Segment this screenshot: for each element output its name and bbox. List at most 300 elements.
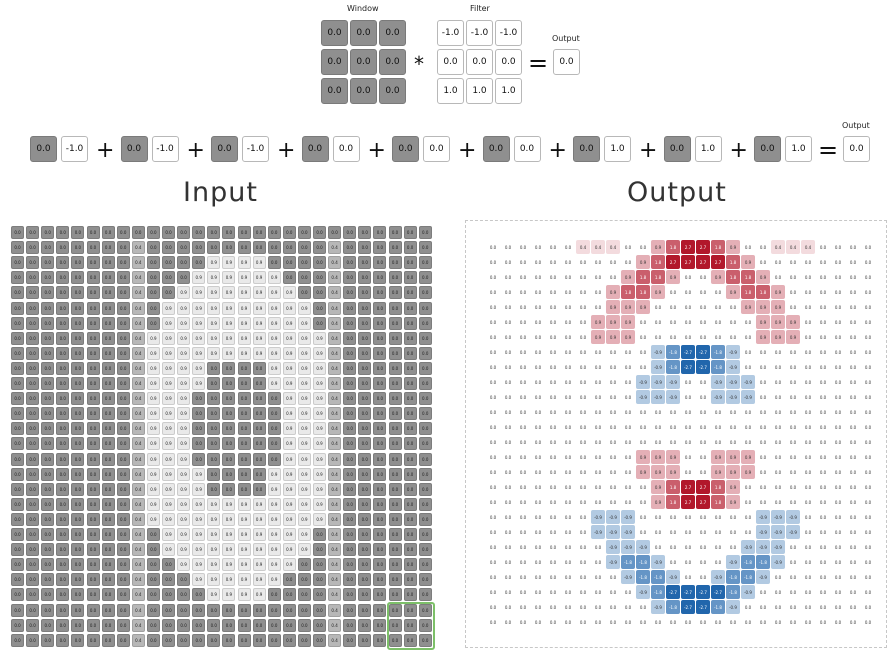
output-pixel: -0.9 xyxy=(651,555,665,569)
output-pixel: 0.0 xyxy=(546,345,560,359)
input-pixel: 0.0 xyxy=(11,271,24,284)
output-pixel: 0.0 xyxy=(771,360,785,374)
output-pixel: 0.0 xyxy=(846,540,860,554)
output-pixel: 0.0 xyxy=(846,375,860,389)
input-pixel: 0.0 xyxy=(419,498,432,511)
input-pixel: 0.0 xyxy=(207,453,220,466)
input-pixel: 0.0 xyxy=(87,437,100,450)
output-pixel: 0.0 xyxy=(726,300,740,314)
input-pixel: 0.4 xyxy=(328,241,341,254)
input-pixel: 0.0 xyxy=(419,634,432,647)
output-pixel: 0.0 xyxy=(831,615,845,629)
output-pixel: 0.9 xyxy=(756,300,770,314)
input-pixel: 0.0 xyxy=(11,302,24,315)
input-pixel: 0.0 xyxy=(117,347,130,360)
output-pixel: 0.0 xyxy=(861,465,875,479)
input-pixel: 0.0 xyxy=(238,392,251,405)
input-pixel: 0.9 xyxy=(222,286,235,299)
output-pixel: 1.8 xyxy=(666,240,680,254)
input-pixel: 0.0 xyxy=(283,634,296,647)
output-pixel: 0.0 xyxy=(861,435,875,449)
input-pixel: 0.9 xyxy=(313,483,326,496)
input-pixel: 0.0 xyxy=(343,302,356,315)
output-pixel: 0.0 xyxy=(621,435,635,449)
window-cell: 0.0 xyxy=(379,78,406,104)
output-pixel: -1.8 xyxy=(651,585,665,599)
input-pixel: 0.9 xyxy=(268,513,281,526)
output-pixel: 0.0 xyxy=(741,510,755,524)
input-pixel: 0.9 xyxy=(253,573,266,586)
input-pixel: 0.0 xyxy=(56,468,69,481)
input-pixel: 0.0 xyxy=(343,573,356,586)
output-pixel: 0.0 xyxy=(831,600,845,614)
output-pixel: 0.0 xyxy=(771,255,785,269)
output-pixel: 1.8 xyxy=(711,480,725,494)
output-pixel: 0.9 xyxy=(741,450,755,464)
input-pixel: 0.9 xyxy=(162,513,175,526)
output-pixel: -0.9 xyxy=(591,525,605,539)
input-pixel: 0.0 xyxy=(147,317,160,330)
output-pixel: 0.0 xyxy=(801,540,815,554)
output-pixel: 0.9 xyxy=(666,450,680,464)
input-pixel: 0.9 xyxy=(162,543,175,556)
output-pixel: 0.0 xyxy=(801,300,815,314)
input-pixel: 0.0 xyxy=(419,226,432,239)
input-pixel: 0.0 xyxy=(222,362,235,375)
output-pixel: 0.0 xyxy=(486,540,500,554)
input-pixel: 0.4 xyxy=(328,422,341,435)
input-pixel: 0.0 xyxy=(192,604,205,617)
input-pixel: 0.9 xyxy=(162,377,175,390)
output-pixel: 0.0 xyxy=(846,360,860,374)
sum-window-cell: 0.0 xyxy=(392,136,419,162)
output-pixel: 0.0 xyxy=(546,495,560,509)
input-pixel: 0.9 xyxy=(268,483,281,496)
output-pixel: -2.7 xyxy=(696,585,710,599)
input-pixel: 0.0 xyxy=(102,558,115,571)
output-pixel: 0.0 xyxy=(606,375,620,389)
output-pixel: 0.0 xyxy=(831,375,845,389)
input-pixel: 0.0 xyxy=(102,573,115,586)
output-pixel: 0.0 xyxy=(786,360,800,374)
output-pixel: 0.0 xyxy=(786,585,800,599)
input-pixel: 0.9 xyxy=(147,362,160,375)
input-pixel: 0.0 xyxy=(87,256,100,269)
output-pixel: 0.0 xyxy=(516,360,530,374)
input-pixel: 0.0 xyxy=(102,513,115,526)
input-pixel: 0.0 xyxy=(102,437,115,450)
input-pixel: 0.0 xyxy=(117,604,130,617)
output-pixel: 0.0 xyxy=(486,390,500,404)
output-pixel: 0.0 xyxy=(756,600,770,614)
output-pixel: 0.0 xyxy=(531,315,545,329)
input-pixel: 0.0 xyxy=(147,271,160,284)
output-pixel: 0.0 xyxy=(801,285,815,299)
input-pixel: 0.0 xyxy=(87,634,100,647)
input-pixel: 0.9 xyxy=(313,347,326,360)
output-pixel: 0.0 xyxy=(711,315,725,329)
input-pixel: 0.0 xyxy=(238,604,251,617)
output-pixel: 0.0 xyxy=(846,600,860,614)
input-pixel: 0.0 xyxy=(313,256,326,269)
input-pixel: 0.0 xyxy=(11,377,24,390)
input-pixel: 0.0 xyxy=(283,256,296,269)
output-pixel: -1.8 xyxy=(666,600,680,614)
input-pixel: 0.9 xyxy=(207,302,220,315)
input-pixel: 0.0 xyxy=(207,422,220,435)
input-pixel: 0.4 xyxy=(132,468,145,481)
output-pixel: 0.0 xyxy=(621,600,635,614)
output-pixel: 0.0 xyxy=(786,375,800,389)
output-pixel: 0.0 xyxy=(831,585,845,599)
input-pixel: 0.4 xyxy=(328,483,341,496)
input-pixel: 0.0 xyxy=(41,558,54,571)
input-pixel: 0.0 xyxy=(26,317,39,330)
sum-filter-cell: -1.0 xyxy=(61,136,88,162)
input-pixel: 0.9 xyxy=(238,332,251,345)
sum-filter-cell: 1.0 xyxy=(695,136,722,162)
output-pixel: 0.9 xyxy=(636,465,650,479)
input-pixel: 0.0 xyxy=(102,332,115,345)
input-pixel: 0.0 xyxy=(343,604,356,617)
output-pixel: -1.8 xyxy=(726,570,740,584)
output-pixel: 0.0 xyxy=(531,420,545,434)
input-pixel: 0.0 xyxy=(268,226,281,239)
output-pixel: 0.0 xyxy=(591,615,605,629)
input-pixel: 0.0 xyxy=(192,256,205,269)
output-pixel: 0.0 xyxy=(831,240,845,254)
input-pixel: 0.0 xyxy=(253,362,266,375)
output-pixel: 0.0 xyxy=(486,435,500,449)
output-pixel: 0.0 xyxy=(681,330,695,344)
input-pixel: 0.0 xyxy=(56,588,69,601)
input-pixel: 0.0 xyxy=(87,483,100,496)
output-pixel: 0.0 xyxy=(636,420,650,434)
input-pixel: 0.0 xyxy=(56,377,69,390)
input-pixel: 0.0 xyxy=(192,407,205,420)
input-pixel: 0.4 xyxy=(132,271,145,284)
input-pixel: 0.9 xyxy=(283,483,296,496)
output-pixel: 0.0 xyxy=(486,480,500,494)
input-pixel: 0.0 xyxy=(373,271,386,284)
output-pixel: 0.0 xyxy=(726,330,740,344)
output-pixel: -0.9 xyxy=(651,390,665,404)
input-pixel: 0.9 xyxy=(238,528,251,541)
output-pixel: 0.0 xyxy=(831,255,845,269)
input-pixel: 0.4 xyxy=(328,588,341,601)
input-pixel: 0.9 xyxy=(313,392,326,405)
input-pixel: 0.9 xyxy=(147,483,160,496)
input-pixel: 0.0 xyxy=(222,226,235,239)
output-pixel: 0.0 xyxy=(531,285,545,299)
output-pixel: 0.0 xyxy=(681,435,695,449)
input-pixel: 0.0 xyxy=(389,286,402,299)
input-pixel: 0.0 xyxy=(102,226,115,239)
input-pixel: 0.0 xyxy=(26,634,39,647)
output-pixel: -2.7 xyxy=(666,585,680,599)
output-pixel: 0.0 xyxy=(741,360,755,374)
input-pixel: 0.0 xyxy=(419,483,432,496)
input-pixel: 0.0 xyxy=(358,407,371,420)
input-pixel: 0.0 xyxy=(26,453,39,466)
output-pixel: 0.0 xyxy=(486,405,500,419)
output-pixel: -0.9 xyxy=(651,600,665,614)
input-pixel: 0.9 xyxy=(192,271,205,284)
input-pixel: 0.0 xyxy=(207,241,220,254)
output-pixel: 0.0 xyxy=(846,510,860,524)
output-pixel: -0.9 xyxy=(711,390,725,404)
input-pixel: 0.0 xyxy=(177,588,190,601)
input-pixel: 0.4 xyxy=(328,347,341,360)
input-pixel: 0.9 xyxy=(147,377,160,390)
input-pixel: 0.0 xyxy=(117,271,130,284)
output-pixel: 0.0 xyxy=(576,495,590,509)
input-pixel: 0.9 xyxy=(253,271,266,284)
output-pixel: 0.0 xyxy=(591,420,605,434)
input-pixel: 0.0 xyxy=(313,317,326,330)
output-pixel: 0.0 xyxy=(561,330,575,344)
input-pixel: 0.0 xyxy=(41,634,54,647)
output-pixel: 0.0 xyxy=(741,315,755,329)
input-pixel: 0.0 xyxy=(102,271,115,284)
input-pixel: 0.0 xyxy=(298,634,311,647)
input-pixel: 0.0 xyxy=(207,468,220,481)
input-pixel: 0.0 xyxy=(192,634,205,647)
input-pixel: 0.0 xyxy=(117,377,130,390)
input-pixel: 0.4 xyxy=(132,528,145,541)
output-pixel: 0.0 xyxy=(831,525,845,539)
input-pixel: 0.9 xyxy=(192,286,205,299)
output-pixel: 0.0 xyxy=(591,450,605,464)
input-pixel: 0.0 xyxy=(41,468,54,481)
output-pixel: 0.9 xyxy=(651,465,665,479)
output-pixel: 0.0 xyxy=(861,555,875,569)
input-pixel: 0.0 xyxy=(71,347,84,360)
input-pixel: 0.9 xyxy=(283,437,296,450)
input-pixel: 0.0 xyxy=(253,619,266,632)
input-pixel: 0.0 xyxy=(207,619,220,632)
output-pixel: 0.0 xyxy=(726,315,740,329)
input-pixel: 0.0 xyxy=(71,271,84,284)
input-pixel: 0.0 xyxy=(56,558,69,571)
input-pixel: 0.9 xyxy=(177,528,190,541)
input-pixel: 0.9 xyxy=(238,543,251,556)
input-pixel: 0.0 xyxy=(358,422,371,435)
output-pixel: 0.0 xyxy=(861,420,875,434)
output-pixel: 0.0 xyxy=(726,420,740,434)
output-pixel: 0.0 xyxy=(546,375,560,389)
output-pixel: 0.0 xyxy=(771,405,785,419)
input-pixel: 0.0 xyxy=(283,588,296,601)
input-pixel: 0.0 xyxy=(87,286,100,299)
input-pixel: 0.0 xyxy=(419,513,432,526)
input-pixel: 0.0 xyxy=(373,286,386,299)
output-pixel: 0.0 xyxy=(816,405,830,419)
filter-cell: 1.0 xyxy=(466,78,493,104)
output-pixel: 0.0 xyxy=(816,285,830,299)
output-pixel: 0.0 xyxy=(681,615,695,629)
input-pixel: 0.0 xyxy=(343,392,356,405)
input-pixel: 0.0 xyxy=(268,241,281,254)
output-pixel: 0.0 xyxy=(531,555,545,569)
output-pixel: 0.0 xyxy=(801,570,815,584)
input-pixel: 0.0 xyxy=(87,558,100,571)
input-pixel: 0.0 xyxy=(207,362,220,375)
input-pixel: 0.0 xyxy=(404,407,417,420)
output-pixel: -0.9 xyxy=(771,555,785,569)
input-pixel: 0.4 xyxy=(328,362,341,375)
output-pixel: 0.0 xyxy=(696,555,710,569)
output-pixel: 0.9 xyxy=(726,450,740,464)
sum-window-cell: 0.0 xyxy=(30,136,57,162)
input-pixel: 0.9 xyxy=(177,286,190,299)
input-pixel: 0.0 xyxy=(11,588,24,601)
output-pixel: 0.0 xyxy=(771,420,785,434)
input-pixel: 0.0 xyxy=(389,498,402,511)
input-pixel: 0.0 xyxy=(56,513,69,526)
input-pixel: 0.0 xyxy=(358,302,371,315)
input-pixel: 0.9 xyxy=(298,543,311,556)
output-pixel: 0.0 xyxy=(636,405,650,419)
input-pixel: 0.0 xyxy=(238,241,251,254)
sum-window-cell: 0.0 xyxy=(211,136,238,162)
input-pixel: 0.4 xyxy=(328,468,341,481)
input-pixel: 0.9 xyxy=(238,256,251,269)
output-pixel: 0.0 xyxy=(846,585,860,599)
output-pixel: 0.0 xyxy=(831,495,845,509)
input-pixel: 0.9 xyxy=(192,498,205,511)
output-pixel: 0.9 xyxy=(621,270,635,284)
output-pixel: 2.7 xyxy=(681,480,695,494)
input-pixel: 0.0 xyxy=(404,302,417,315)
output-pixel: 0.0 xyxy=(666,315,680,329)
output-pixel: 0.0 xyxy=(816,585,830,599)
input-pixel: 0.0 xyxy=(313,558,326,571)
input-pixel: 0.0 xyxy=(26,362,39,375)
output-pixel: 0.0 xyxy=(531,465,545,479)
input-pixel: 0.0 xyxy=(358,362,371,375)
input-pixel: 0.9 xyxy=(253,558,266,571)
output-pixel: 0.0 xyxy=(606,495,620,509)
input-pixel: 0.0 xyxy=(389,392,402,405)
input-pixel: 0.0 xyxy=(358,634,371,647)
output-pixel: 0.0 xyxy=(576,345,590,359)
output-pixel: 0.9 xyxy=(771,330,785,344)
input-pixel: 0.0 xyxy=(283,619,296,632)
output-pixel: 0.0 xyxy=(846,525,860,539)
input-pixel: 0.0 xyxy=(419,241,432,254)
input-pixel: 0.0 xyxy=(56,241,69,254)
input-pixel: 0.0 xyxy=(419,604,432,617)
input-pixel: 0.4 xyxy=(132,604,145,617)
output-pixel: 2.7 xyxy=(681,240,695,254)
output-pixel: -0.9 xyxy=(726,345,740,359)
filter-cell: 1.0 xyxy=(437,78,464,104)
input-pixel: 0.0 xyxy=(373,498,386,511)
input-pixel: 0.4 xyxy=(328,271,341,284)
input-pixel: 0.0 xyxy=(26,528,39,541)
input-pixel: 0.0 xyxy=(56,362,69,375)
input-pixel: 0.4 xyxy=(132,588,145,601)
input-pixel: 0.0 xyxy=(343,422,356,435)
input-pixel: 0.0 xyxy=(177,604,190,617)
input-pixel: 0.0 xyxy=(313,271,326,284)
input-pixel: 0.0 xyxy=(56,528,69,541)
input-pixel: 0.0 xyxy=(253,483,266,496)
output-pixel: -2.7 xyxy=(681,345,695,359)
input-pixel: 0.9 xyxy=(313,332,326,345)
input-pixel: 0.9 xyxy=(238,347,251,360)
input-pixel: 0.0 xyxy=(87,543,100,556)
filter-cell: 1.0 xyxy=(495,78,522,104)
output-pixel: 0.0 xyxy=(846,570,860,584)
output-pixel: 0.0 xyxy=(756,495,770,509)
input-pixel: 0.0 xyxy=(102,543,115,556)
input-pixel: 0.9 xyxy=(207,286,220,299)
output-pixel: 0.0 xyxy=(756,450,770,464)
sum-filter-cell: 0.0 xyxy=(514,136,541,162)
input-pixel: 0.0 xyxy=(404,332,417,345)
output-pixel: 0.0 xyxy=(531,450,545,464)
output-pixel: 0.0 xyxy=(831,420,845,434)
filter-label: Filter xyxy=(470,4,490,13)
output-pixel: 0.0 xyxy=(771,435,785,449)
output-pixel: 0.0 xyxy=(561,525,575,539)
input-pixel: 0.0 xyxy=(87,498,100,511)
input-pixel: 0.0 xyxy=(41,332,54,345)
input-pixel: 0.4 xyxy=(132,543,145,556)
output-pixel: 0.0 xyxy=(801,615,815,629)
output-pixel: 0.0 xyxy=(591,405,605,419)
output-pixel: 0.0 xyxy=(576,585,590,599)
input-pixel: 0.0 xyxy=(117,362,130,375)
input-pixel: 0.0 xyxy=(404,317,417,330)
output-pixel: 0.0 xyxy=(846,330,860,344)
input-pixel: 0.0 xyxy=(102,241,115,254)
output-pixel: 0.0 xyxy=(546,270,560,284)
input-pixel: 0.9 xyxy=(313,407,326,420)
input-pixel: 0.0 xyxy=(358,392,371,405)
input-pixel: 0.0 xyxy=(87,573,100,586)
input-pixel: 0.0 xyxy=(26,256,39,269)
input-pixel: 0.0 xyxy=(343,437,356,450)
output-pixel: 0.0 xyxy=(681,405,695,419)
input-pixel: 0.0 xyxy=(117,317,130,330)
output-pixel: 0.0 xyxy=(561,255,575,269)
output-pixel: 0.0 xyxy=(606,255,620,269)
input-pixel: 0.0 xyxy=(238,422,251,435)
output-pixel: 0.0 xyxy=(861,510,875,524)
input-pixel: 0.9 xyxy=(147,392,160,405)
sum-filter-cell: 0.0 xyxy=(333,136,360,162)
output-pixel: 0.0 xyxy=(621,450,635,464)
output-pixel: 0.0 xyxy=(861,570,875,584)
input-pixel: 0.0 xyxy=(389,483,402,496)
input-pixel: 0.0 xyxy=(358,543,371,556)
input-pixel: 0.0 xyxy=(71,392,84,405)
output-pixel: 0.0 xyxy=(741,435,755,449)
output-pixel: 0.0 xyxy=(561,345,575,359)
input-pixel: 0.0 xyxy=(222,634,235,647)
output-pixel: 0.0 xyxy=(621,405,635,419)
output-pixel: 0.0 xyxy=(801,270,815,284)
input-pixel: 0.9 xyxy=(192,513,205,526)
output-pixel: 0.0 xyxy=(681,375,695,389)
sum-equals-operator: = xyxy=(818,136,839,164)
selected-window-highlight[interactable] xyxy=(387,602,435,650)
input-pixel: 0.0 xyxy=(87,422,100,435)
output-pixel: 0.0 xyxy=(606,345,620,359)
